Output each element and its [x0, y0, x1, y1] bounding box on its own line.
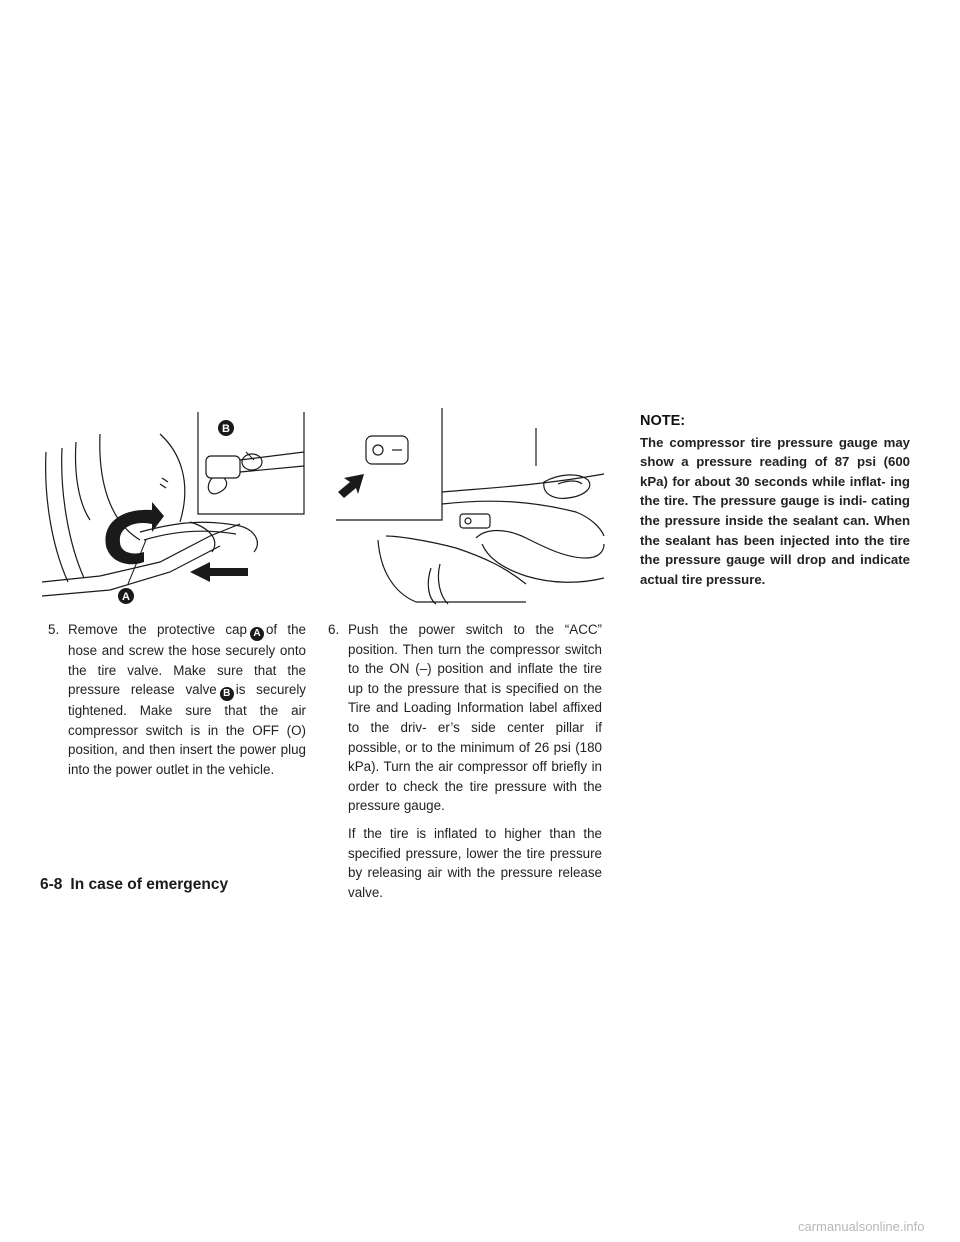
note-body: The compressor tire pressure gauge may show a pressure reading of 87 psi (600 kPa) for about 30 seconds while inflat- ing the tire. The pressure gauge is indi- cating the pressure inside the sealant can. When the sealant has been injected into the tire the pressure gauge will drop and indicate actual tire pressure. — [640, 434, 910, 587]
section-title: In case of emergency — [70, 876, 229, 893]
power-switch-drawing — [336, 408, 606, 608]
step-6-item — [328, 620, 602, 816]
tire-valve-drawing — [40, 412, 306, 608]
watermark-logo — [798, 1216, 952, 1236]
step-5-text-part-1: Remove the protective cap — [68, 622, 247, 637]
step-6-followup: If the tire is inflated to higher than the specified pressure, lower the tire pressure by releasing air with the pressure release valve. — [348, 825, 602, 900]
step-6 — [328, 620, 602, 902]
watermark-text: carmanualsonline.info — [798, 1219, 925, 1234]
callout-b-label: B — [222, 423, 230, 435]
marker-b: B — [220, 687, 234, 701]
step-6-text: Push the power switch to the “ACC” position. Then turn the compressor switch to the ON (–) position and inflate the tire up to the pressure that is specified on the Tire and Loading Information label affixed to the driv- er’s side center pillar if possible, or to the minimum of 26 psi (180 kPa). Turn the air compressor off briefly in order to check the tire pressure with the pressure gauge. — [348, 622, 602, 814]
callout-a-label: A — [122, 591, 130, 603]
step-6-number: 6. — [328, 622, 340, 637]
page-number: 6-8 — [40, 876, 63, 893]
step-5-text-part-3: is securely tightened. Make sure that the air compressor switch is in the OFF (O) position, and then insert the power plug into the power outlet in the vehicle. — [68, 682, 306, 777]
step-5-text — [68, 620, 306, 780]
note — [640, 412, 910, 589]
page-footer — [40, 876, 228, 894]
step-5 — [48, 620, 306, 780]
watermark-drawing — [798, 1216, 952, 1236]
tire-valve-illustration — [40, 412, 306, 608]
step-5-number: 5. — [48, 622, 60, 637]
marker-a: A — [250, 627, 264, 641]
step-5-text-part-2: of the hose and screw the hose securely onto the tire valve. Make sure that the pressure release valve — [68, 622, 306, 698]
note-heading: NOTE: — [640, 413, 686, 429]
power-switch-illustration — [336, 408, 606, 608]
step-5-item — [48, 620, 306, 780]
